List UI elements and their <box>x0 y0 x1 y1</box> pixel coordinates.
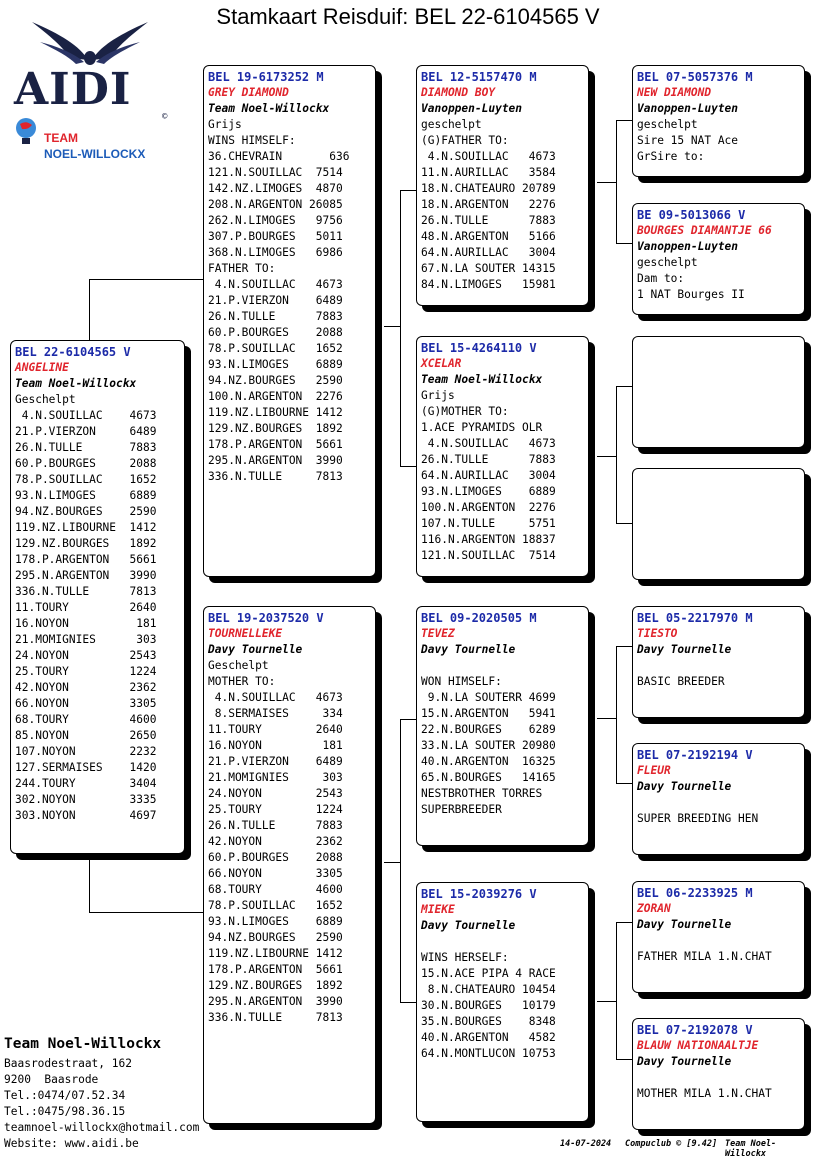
aidi-logo <box>10 16 170 166</box>
pigeon-name: BLAUW NATIONAALTJE <box>637 1039 759 1052</box>
owner-address: Baasrodestraat, 162 9200 Baasrode Tel.:0474/07.52.34 Tel.:0475/98.36.15 teamnoel-willockx@hotmail.com Website: www.aidi.be <box>4 1057 200 1150</box>
pigeon-name: NEW DIAMOND <box>637 86 712 99</box>
pedigree-card-mother <box>203 606 376 1124</box>
ring-number: BEL 07-2192194 V <box>637 748 753 762</box>
breeder-name: Davy Tournelle <box>637 1055 732 1068</box>
pigeon-details: BASIC BREEDER <box>637 675 725 688</box>
footer-owner: Team Noel-Willockx <box>725 1139 777 1159</box>
pigeon-details: Geschelpt 4.N.SOUILLAC 4673 21.P.VIERZON 6489 26.N.TULLE 7883 60.P.BOURGES 2088 78.P.SOUILLAC 1652 93.N.LIMOGES 6889 94.NZ.BOURGES 2590 119.NZ.LIBOURNE 1412 129.NZ.BOURGES 1892 178.P.ARGENTON 5661 295.N.ARGENTON 3990 336.N.TULLE 7813 11.TOURY 2640 16.NOYON 181 21.MOMIGNIES 303 24.NOYON 2543 25.TOURY 1224 42.NOYON 2362 66.NOYON 3305 68.TOURY 4600 85.NOYON 2650 107.NOYON 2232 127.SERMAISES 1420 244.TOURY 3404 302.NOYON 3335 303.NOYON 4697 <box>15 393 157 822</box>
page-title: Stamkaart Reisduif: BEL 22-6104565 V <box>216 4 600 29</box>
ring-number: BEL 15-4264110 V <box>421 341 537 355</box>
ring-number: BEL 09-2020505 M <box>421 611 537 625</box>
aidi-wordmark: AIDI <box>14 64 132 115</box>
breeder-name: Vanoppen-Luyten <box>637 102 739 115</box>
breeder-name: Vanoppen-Luyten <box>637 240 739 253</box>
pedigree-card-subject <box>10 340 185 854</box>
ring-number: BEL 22-6104565 V <box>15 345 131 359</box>
pigeon-details: WON HIMSELF: 9.N.LA SOUTERR 4699 15.N.ARGENTON 5941 22.N.BOURGES 6289 33.N.LA SOUTER 20980 40.N.ARGENTON 16325 65.N.BOURGES 14165 NESTBROTHER TORRES SUPERBREEDER <box>421 675 556 816</box>
pigeon-details: geschelpt Sire 15 NAT Ace GrSire to: <box>637 118 739 163</box>
ring-number: BEL 05-2217970 M <box>637 611 753 625</box>
ring-number: BEL 12-5157470 M <box>421 70 537 84</box>
pigeon-details: Geschelpt MOTHER TO: 4.N.SOUILLAC 4673 8.SERMAISES 334 11.TOURY 2640 16.NOYON 181 21.P.VIERZON 6489 21.MOMIGNIES 303 24.NOYON 2543 25.TOURY 1224 26.N.TULLE 7883 42.NOYON 2362 60.P.BOURGES 2088 66.NOYON 3305 68.TOURY 4600 78.P.SOUILLAC 1652 93.N.LIMOGES 6889 94.NZ.BOURGES 2590 119.NZ.LIBOURNE 1412 178.P.ARGENTON 5661 129.NZ.BOURGES 1892 295.N.ARGENTON 3990 336.N.TULLE 7813 <box>208 659 343 1024</box>
print-date: 14-07-2024 <box>560 1139 612 1149</box>
team-logo-line1: TEAM <box>44 131 78 145</box>
pedigree-card-mff <box>632 606 805 718</box>
pigeon-name: ANGELINE <box>15 361 69 374</box>
eagle-wings-icon <box>10 16 170 66</box>
pedigree-card-fff <box>632 65 805 177</box>
globe-icon <box>14 116 38 146</box>
owner-name: Team Noel-Willockx <box>4 1036 162 1052</box>
ring-number: BEL 15-2039276 V <box>421 887 537 901</box>
breeder-name: Team Noel-Willockx <box>15 377 137 390</box>
pedigree-card-father-mother <box>416 336 589 577</box>
breeder-name: Davy Tournelle <box>637 780 732 793</box>
pigeon-details: Grijs (G)MOTHER TO: 1.ACE PYRAMIDS OLR 4.N.SOUILLAC 4673 26.N.TULLE 7883 64.N.AURILLAC 3004 93.N.LIMOGES 6889 100.N.ARGENTON 2276 107.N.TULLE 5751 116.N.ARGENTON 18837 121.N.SOUILLAC 7514 <box>421 389 556 562</box>
pedigree-card-mother-father <box>416 606 589 846</box>
registered-mark: © <box>162 112 168 122</box>
breeder-name: Davy Tournelle <box>208 643 303 656</box>
pigeon-details: SUPER BREEDING HEN <box>637 812 759 825</box>
team-logo-line2: NOEL-WILLOCKX <box>44 147 146 161</box>
ring-number: BEL 19-6173252 M <box>208 70 324 84</box>
pigeon-name: GREY DIAMOND <box>208 86 289 99</box>
breeder-name: Davy Tournelle <box>637 643 732 656</box>
pedigree-card-fmf-empty <box>632 336 805 448</box>
ring-number: BEL 07-2192078 V <box>637 1023 753 1037</box>
pedigree-card-ffm <box>632 203 805 315</box>
pigeon-name: MIEKE <box>421 903 455 916</box>
pigeon-name: ZORAN <box>637 902 671 915</box>
pigeon-name: DIAMOND BOY <box>421 86 496 99</box>
ring-number: BEL 06-2233925 M <box>637 886 753 900</box>
pigeon-details: geschelpt (G)FATHER TO: 4.N.SOUILLAC 4673 11.N.AURILLAC 3584 18.N.CHATEAURO 20789 18.N.ARGENTON 2276 26.N.TULLE 7883 48.N.ARGENTON 5166 64.N.AURILLAC 3004 67.N.LA SOUTER 14315 84.N.LIMOGES 15981 <box>421 118 556 291</box>
breeder-name: Davy Tournelle <box>421 919 516 932</box>
pigeon-name: FLEUR <box>637 764 671 777</box>
pedigree-card-mmf <box>632 881 805 993</box>
team-logo-text <box>44 130 145 162</box>
pedigree-card-mfm <box>632 743 805 855</box>
pigeon-details: WINS HERSELF: 15.N.ACE PIPA 4 RACE 8.N.CHATEAURO 10454 30.N.BOURGES 10179 35.N.BOURGES 8348 40.N.ARGENTON 4582 64.N.MONTLUCON 10753 <box>421 951 556 1060</box>
pedigree-card-father <box>203 65 376 577</box>
pigeon-name: BOURGES DIAMANTJE 66 <box>637 224 772 237</box>
pedigree-card-mmm <box>632 1018 805 1130</box>
pigeon-details: Grijs WINS HIMSELF: 36.CHEVRAIN 636 121.N.SOUILLAC 7514 142.NZ.LIMOGES 4870 208.N.ARGENTON 26085 262.N.LIMOGES 9756 307.P.BOURGES 5011 368.N.LIMOGES 6986 FATHER TO: 4.N.SOUILLAC 4673 21.P.VIERZON 6489 26.N.TULLE 7883 60.P.BOURGES 2088 78.P.SOUILLAC 1652 93.N.LIMOGES 6889 94.NZ.BOURGES 2590 100.N.ARGENTON 2276 119.NZ.LIBOURNE 1412 129.NZ.BOURGES 1892 178.P.ARGENTON 5661 295.N.ARGENTON 3990 336.N.TULLE 7813 <box>208 118 350 483</box>
pigeon-name: TOURNELLEKE <box>208 627 283 640</box>
pedigree-card-mother-mother <box>416 882 589 1122</box>
pedigree-card-father-father <box>416 65 589 306</box>
pigeon-details: MOTHER MILA 1.N.CHAT <box>637 1087 772 1100</box>
breeder-name: Davy Tournelle <box>637 918 732 931</box>
breeder-name: Vanoppen-Luyten <box>421 102 523 115</box>
pigeon-details: FATHER MILA 1.N.CHAT <box>637 950 772 963</box>
ring-number: BE 09-5013066 V <box>637 208 746 222</box>
ring-number: BEL 07-5057376 M <box>637 70 753 84</box>
owner-contact-block <box>4 1034 199 1152</box>
ring-number: BEL 19-2037520 V <box>208 611 324 625</box>
pigeon-name: TIESTO <box>637 627 678 640</box>
breeder-name: Team Noel-Willockx <box>421 373 543 386</box>
pigeon-name: TEVEZ <box>421 627 455 640</box>
software-credit: Compuclub © [9.42] <box>625 1139 718 1149</box>
breeder-name: Team Noel-Willockx <box>208 102 330 115</box>
breeder-name: Davy Tournelle <box>421 643 516 656</box>
pedigree-card-fmm-empty <box>632 468 805 580</box>
pigeon-details: geschelpt Dam to: 1 NAT Bourges II <box>637 256 745 301</box>
pigeon-name: XCELAR <box>421 357 462 370</box>
